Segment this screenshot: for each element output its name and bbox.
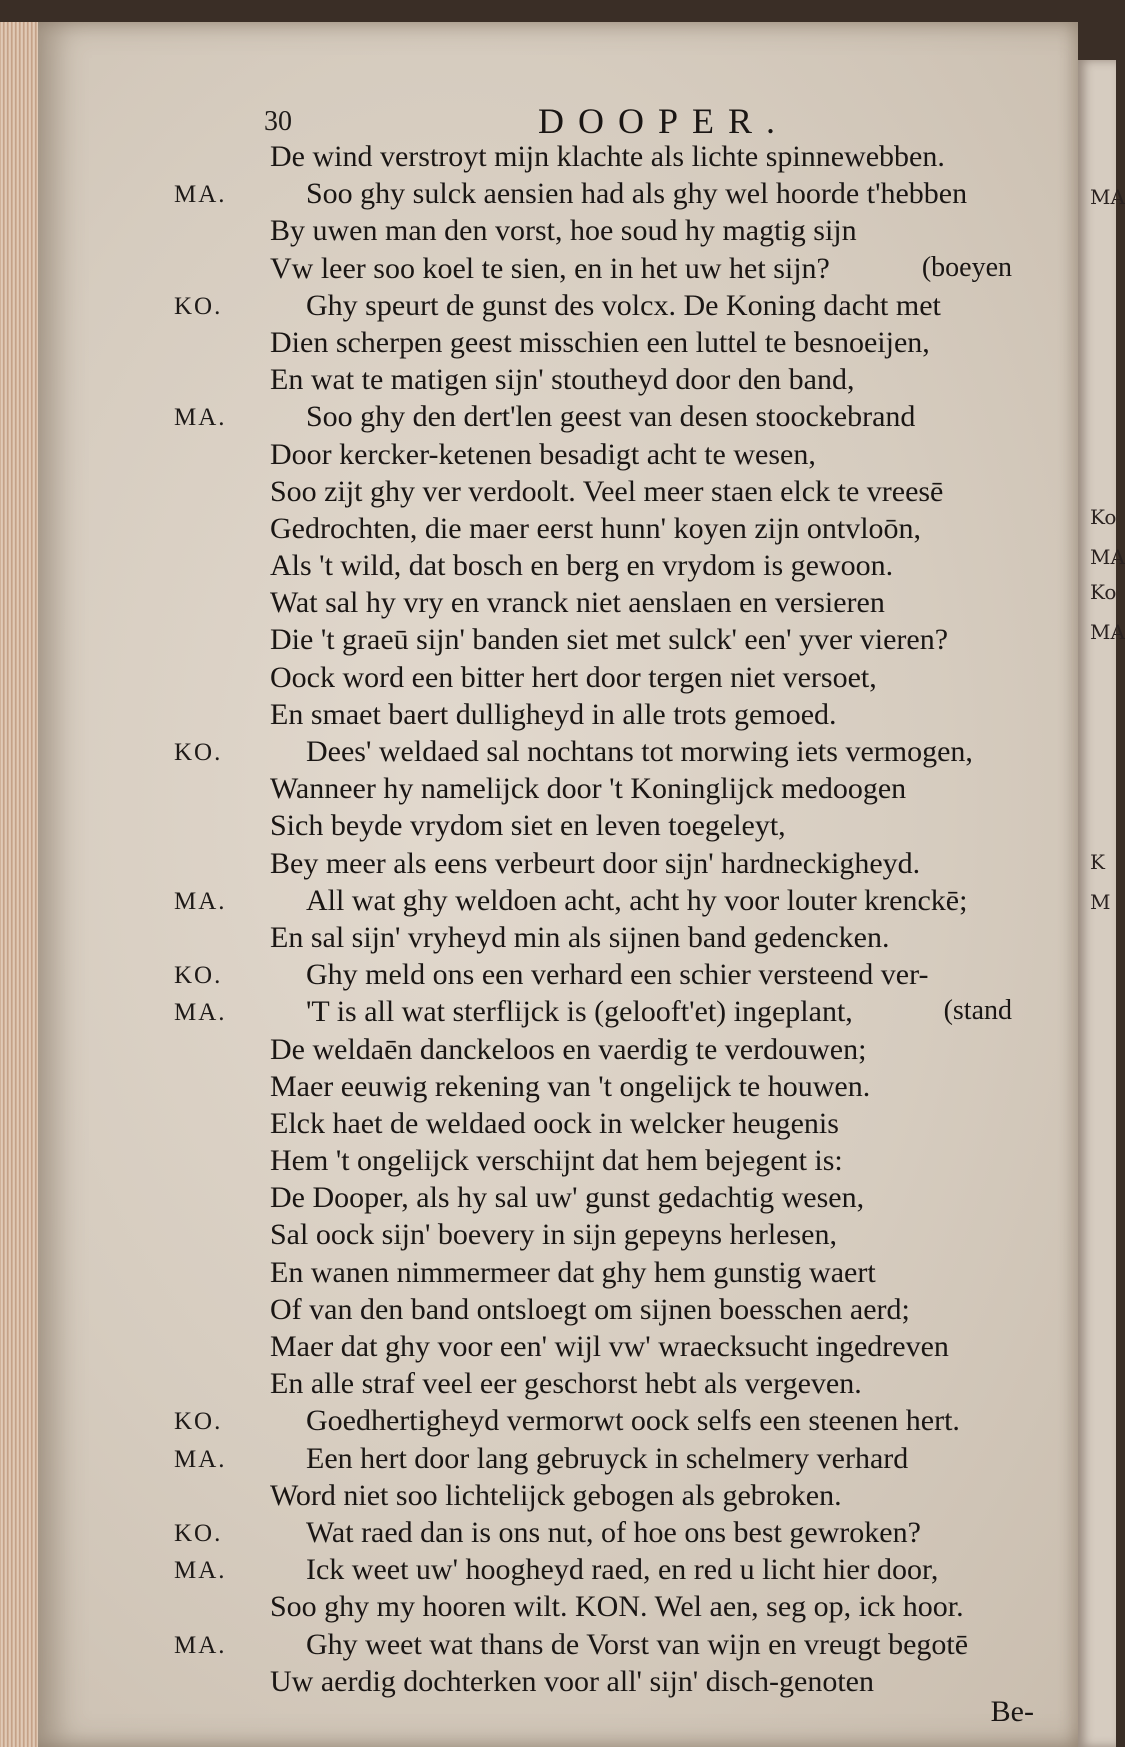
verse-text: Elck haet de weldaed oock in welcker heugenis bbox=[270, 1106, 839, 1140]
verse-text: Oock word een bitter hert door tergen niet versoet, bbox=[270, 660, 877, 694]
speaker-label: KO. bbox=[174, 739, 223, 766]
verse-line bbox=[38, 549, 1078, 586]
facing-page-fragment: Ko bbox=[1090, 505, 1117, 529]
page-number: 30 bbox=[264, 106, 292, 137]
verse-text: Wanneer hy namelijck door 't Koninglijck medoogen bbox=[270, 772, 907, 806]
verse-text: 'T is all wat sterflijck is (gelooft'et) ingeplant, bbox=[306, 995, 853, 1029]
verse-text: En alle straf veel eer geschorst hebt als vergeven. bbox=[270, 1367, 862, 1401]
verse-text: De wind verstroyt mijn klachte als lichte spinnewebben. bbox=[270, 140, 945, 173]
verse-text: All wat ghy weldoen acht, acht hy voor louter krenckē; bbox=[306, 883, 968, 917]
verse-line bbox=[38, 1181, 1078, 1218]
verse-line bbox=[38, 177, 1078, 214]
speaker-label: KO. bbox=[174, 962, 223, 990]
verse-line bbox=[38, 586, 1078, 623]
verse-line bbox=[38, 289, 1078, 326]
verse-line bbox=[38, 1293, 1078, 1330]
verse-line bbox=[38, 1367, 1078, 1404]
verse-text: Uw aerdig dochterken voor all' sijn' disch-genoten bbox=[270, 1664, 874, 1698]
verse-line bbox=[38, 326, 1078, 363]
verse-line bbox=[38, 1070, 1078, 1107]
verse-line bbox=[38, 1628, 1078, 1665]
speaker-label: MA. bbox=[174, 181, 227, 209]
verse-line bbox=[38, 438, 1078, 475]
facing-page-fragment: MA bbox=[1090, 545, 1125, 569]
verse-line bbox=[38, 1665, 1078, 1702]
verse-text: Dien scherpen geest misschien een luttel te besnoeijen, bbox=[270, 325, 930, 359]
verse-text: Soo zijt ghy ver verdoolt. Veel meer staen elck te vreesē bbox=[270, 474, 944, 508]
verse-text: Ick weet uw' hoogheyd raed, en red u licht hier door, bbox=[306, 1553, 939, 1587]
verse-text: En sal sijn' vryheyd min als sijnen band gedencken. bbox=[270, 920, 890, 954]
verse-text: Bey meer als eens verbeurt door sijn' hardneckigheyd. bbox=[270, 846, 921, 880]
verse-text: Hem 't ongelijck verschijnt dat hem bejegent is: bbox=[270, 1144, 843, 1178]
speaker-label: KO. bbox=[174, 1408, 223, 1436]
verse-line bbox=[38, 1330, 1078, 1367]
verse-line bbox=[38, 958, 1078, 995]
catchword: Be- bbox=[990, 1695, 1034, 1728]
verse-line bbox=[38, 1144, 1078, 1181]
verse-line bbox=[38, 1256, 1078, 1293]
verse-line bbox=[38, 1033, 1078, 1070]
verse-line bbox=[38, 921, 1078, 958]
facing-page-fragment: MA bbox=[1090, 185, 1125, 209]
verse-text: Maer dat ghy voor een' wijl vw' wraecksucht ingedreven bbox=[270, 1330, 949, 1363]
verse-text: Word niet soo lichtelijck gebogen als gebroken. bbox=[270, 1478, 842, 1512]
page-header bbox=[38, 100, 1078, 140]
speaker-label: MA. bbox=[174, 1631, 227, 1659]
verse-line bbox=[38, 400, 1078, 437]
verse-text: Ghy meld ons een verhard een schier versteend ver- bbox=[306, 958, 929, 992]
verse-text: En wanen nimmermeer dat ghy hem gunstig waert bbox=[270, 1255, 876, 1289]
verse-line bbox=[38, 623, 1078, 660]
verse-text: Een hert door lang gebruyck in schelmery verhard bbox=[306, 1441, 909, 1475]
verse-line bbox=[38, 252, 1078, 289]
verse-text: Sich beyde vrydom siet en leven toegeleyt, bbox=[270, 809, 786, 843]
verse-text: Goedhertigheyd vermorwt oock selfs een steenen hert. bbox=[306, 1404, 960, 1438]
verse-line bbox=[38, 140, 1078, 177]
verse-text: En smaet baert dulligheyd in alle trots gemoed. bbox=[270, 697, 837, 731]
verse-line bbox=[38, 1590, 1078, 1627]
verse-line bbox=[38, 1516, 1078, 1553]
speaker-label: MA. bbox=[174, 1445, 227, 1473]
facing-page-fragment: MA bbox=[1090, 620, 1125, 644]
speaker-label: KO. bbox=[174, 1519, 223, 1547]
verse-line bbox=[38, 1442, 1078, 1479]
verse-text: Gedrochten, die maer eerst hunn' koyen zijn ontvloōn, bbox=[270, 511, 922, 545]
verse-text: By uwen man den vorst, hoe soud hy magtig sijn bbox=[270, 214, 857, 248]
verse-text: Maer eeuwig rekening van 't ongelijck te houwen. bbox=[270, 1069, 871, 1103]
verse-line bbox=[38, 884, 1078, 921]
verse-text: Als 't wild, dat bosch en berg en vrydom is gewoon. bbox=[270, 549, 894, 583]
verse-line bbox=[38, 698, 1078, 735]
verse-line bbox=[38, 995, 1078, 1032]
verse-text: En wat te matigen sijn' stoutheyd door den band, bbox=[270, 363, 855, 397]
verse-line bbox=[38, 1218, 1078, 1255]
verse-line bbox=[38, 1479, 1078, 1516]
speaker-label: KO. bbox=[174, 292, 223, 320]
verse-line bbox=[38, 1404, 1078, 1441]
verse-text: Sal oock sijn' boevery in sijn gepeyns herlesen, bbox=[270, 1218, 837, 1252]
verse-line bbox=[38, 1107, 1078, 1144]
book-page bbox=[38, 22, 1078, 1747]
verse-line bbox=[38, 214, 1078, 251]
verse-line bbox=[38, 772, 1078, 809]
verse-block bbox=[38, 140, 1078, 1702]
verse-text: Soo ghy den dert'len geest van desen stoockebrand bbox=[306, 400, 916, 434]
verse-text: Soo ghy my hooren wilt. KON. Wel aen, seg op, ick hoor. bbox=[270, 1590, 964, 1624]
verse-text: Door kercker-ketenen besadigt acht te wesen, bbox=[270, 437, 816, 471]
verse-line bbox=[38, 512, 1078, 549]
verse-line bbox=[38, 475, 1078, 512]
verse-text: De weldaēn danckeloos en vaerdig te verdouwen; bbox=[270, 1032, 867, 1066]
verse-text: Of van den band ontsloegt om sijnen boesschen aerd; bbox=[270, 1292, 910, 1326]
turnover-text: (stand bbox=[943, 995, 1012, 1027]
verse-line bbox=[38, 809, 1078, 846]
facing-page-fragment: Ko bbox=[1090, 580, 1117, 604]
verse-text: Ghy speurt de gunst des volcx. De Koning dacht met bbox=[306, 288, 941, 322]
verse-line bbox=[38, 847, 1078, 884]
turnover-text: (boeyen bbox=[921, 251, 1012, 283]
verse-text: De Dooper, als hy sal uw' gunst gedachtig wesen, bbox=[270, 1181, 865, 1215]
verse-text: Die 't graeū sijn' banden siet met sulck' een' yver vieren? bbox=[270, 623, 949, 657]
running-title: DOOPER. bbox=[538, 101, 790, 141]
verse-text: Wat sal hy vry en vranck niet aenslaen en versieren bbox=[270, 586, 885, 620]
facing-page-fragment: K bbox=[1090, 850, 1105, 874]
verse-text: Wat raed dan is ons nut, of hoe ons best gewroken? bbox=[306, 1515, 921, 1549]
verse-text: Vw leer soo koel te sien, en in het uw het sijn? bbox=[270, 251, 830, 285]
verse-text: Ghy weet wat thans de Vorst van wijn en vreugt begotē bbox=[306, 1627, 969, 1661]
verse-text: Dees' weldaed sal nochtans tot morwing iets vermogen, bbox=[306, 735, 973, 768]
speaker-label: MA. bbox=[174, 999, 227, 1027]
verse-line bbox=[38, 1553, 1078, 1590]
facing-page-edge bbox=[1078, 60, 1125, 1747]
verse-text: Soo ghy sulck aensien had als ghy wel hoorde t'hebben bbox=[306, 177, 968, 211]
verse-line bbox=[38, 363, 1078, 400]
verse-line bbox=[38, 735, 1078, 772]
facing-page-fragment: M bbox=[1090, 890, 1111, 914]
verse-line bbox=[38, 661, 1078, 698]
speaker-label: MA. bbox=[174, 404, 227, 432]
speaker-label: MA. bbox=[174, 887, 227, 915]
speaker-label: MA. bbox=[174, 1557, 227, 1585]
